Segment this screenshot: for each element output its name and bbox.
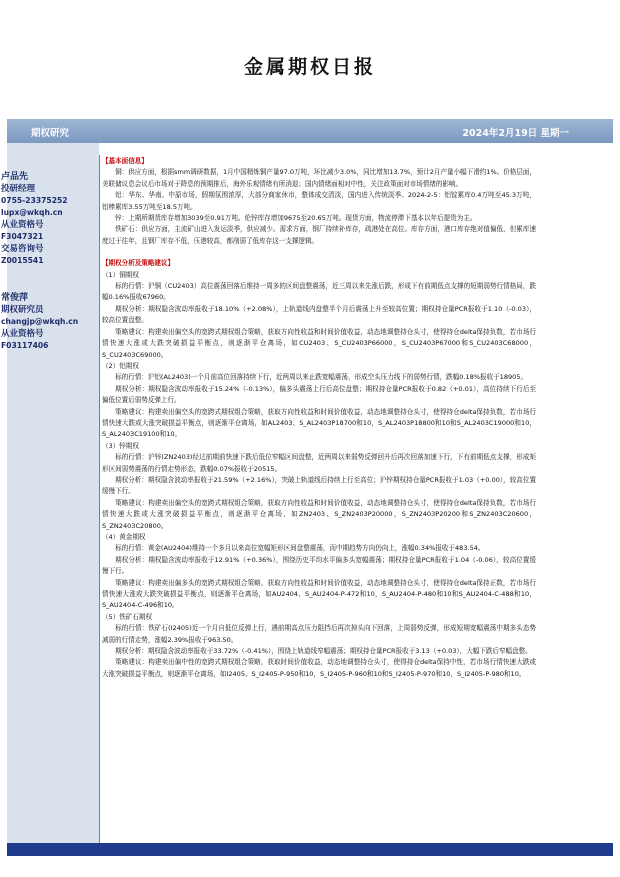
report-body bbox=[102, 156, 536, 680]
strategy-paragraph: 期权分析：期权隐含波动率报收于33.72%（-0.41%），围绕上轨道线窄幅震荡；期权持仓量PCR报收于3.13（+0.03），大幅下跌后窄幅盘整。 bbox=[115, 647, 532, 656]
header-banner bbox=[7, 119, 613, 143]
strategy-paragraph: 期权分析：期权隐含波动率报收于12.91%（+0.36%），围绕历史平均水平偏多头宽幅震荡；期权持仓量PCR报收于1.04（-0.06），较高位置缓慢下行。 bbox=[102, 555, 536, 576]
consultation-label: 交易咨询号 bbox=[1, 244, 44, 254]
strategy-paragraph: 策略建议：构建卖出偏多头的宽跨式期权组合策略，获取方向性收益和时间价值收益，动态地调整持仓头寸，使得持仓delta保持正数，若市场行情快速大涨或大跌突破损益平衡点，则逐渐平仓离场，如AU2404、S_AU2404-P-472和10，S_AU2404-P-480和10和S_AU2404-C-488和10，S_AU2404-C-496和10。 bbox=[102, 578, 536, 610]
strategy-paragraph: 策略建议：构建卖出偏中性的宽跨式期权组合策略，获取时间价值收益，动态地调整持仓头寸，使得持仓delta保持中性，若市场行情快速大跌或大涨突破损益平衡点，则逐渐平仓离场，如I2405、S_I2405-P-950和10，S_I2405-P-960和10和S_I2405-P-970和10，S_I2405-P-980和10。 bbox=[102, 658, 536, 678]
analyst-card bbox=[1, 171, 68, 267]
qualification-number: F03117406 bbox=[1, 341, 49, 350]
analyst-role: 期权研究员 bbox=[1, 305, 44, 315]
basics-heading: 【基本面信息】 bbox=[102, 157, 148, 165]
gold-options-label: （4）黄金期权 bbox=[102, 533, 146, 541]
report-date: 2024年2月19日 星期一 bbox=[462, 128, 569, 139]
strategy-paragraph: 期权分析：期权隐含波动率报收于15.24%（-0.13%），偏多头震荡上行后高位盘整；期权持仓量PCR报收于0.82（+0.01），高位持续下行后至偏低位置后弱势反弹上行。 bbox=[102, 384, 536, 405]
section-label: 期权研究 bbox=[31, 128, 70, 139]
iron-ore-options-label: （5）铁矿石期权 bbox=[102, 612, 152, 621]
zinc-options-label: （3）锌期权 bbox=[102, 441, 139, 450]
analyst-name: 卢品先 bbox=[1, 172, 29, 182]
qualification-label: 从业资格号 bbox=[1, 220, 44, 230]
strategy-paragraph: 策略建议：构建卖出偏空头的宽跨式期权组合策略，获取方向性收益和时间价值收益，动态地调整持仓头寸，使得持仓delta保持负数，若市场行情快速大跌或大涨突破损益平衡点，则逐渐平仓离场，如AL2403、S_AL2403P18700和10，S_AL2403P18800和10和S_AL2403C19000和10，S_AL2403C19100和10。 bbox=[102, 407, 536, 439]
strategy-paragraph: 标的行情：黄金(AU2404)维持一个多月以来高位宽幅矩形区间盘整震荡，而中期趋势方向仍向上，涨幅0.34%报收于483.54。 bbox=[115, 544, 485, 553]
basics-paragraph: 铜：供应方面，根据smm调研数据，1月中国精炼铜产量97.0万吨，环比减少3.0%，同比增加13.7%，预计2月产量小幅下滑约1%。价格层面，美联储议息会议后市场对于降息的预期推后，海外乐观情绪有所消退；国内情绪面相对中性，关注政策面对市场情绪的影响。 bbox=[102, 168, 536, 188]
aluminum-options-label: （2）铝期权 bbox=[102, 361, 139, 370]
qualification-number: F3047321 bbox=[1, 232, 44, 241]
analyst-role: 投研经理 bbox=[1, 184, 36, 194]
analyst-card bbox=[1, 292, 78, 352]
strategy-paragraph: 标的行情：沪铜（CU2403）高位震荡回落后维持一周多的区间盘整震荡，近三周以来先涨后跌，形成下有前期低点支撑的短期弱势行情格局，跌幅0.16%报收67960。 bbox=[102, 282, 536, 302]
analyst-name: 常俊萍 bbox=[1, 293, 29, 303]
strategy-heading: 【期权分析及策略建议】 bbox=[102, 259, 175, 268]
analyst-phone: 0755-23375252 bbox=[1, 196, 68, 205]
strategy-paragraph: 策略建议：构建卖出偏空头的宽跨式期权组合策略，获取方向性收益和时间价值收益，动态地调整持仓头寸，使得持仓delta保持负数，若市场行情快速大涨或大跌突破损益平衡点，则逐渐平仓离场，如CU2403、S_CU2403P66000，S_CU2403P67000和S_CU2403C68000，S_CU2403C69000。 bbox=[102, 327, 536, 359]
strategy-paragraph: 期权分析：期权隐含波动率报收于21.59%（+2.16%），突破上轨道线后持续上行至高位；沪锌期权持仓量PCR报收于1.03（+0.00），较高位置缓慢下行。 bbox=[102, 475, 536, 496]
copper-options-label: （1）铜期权 bbox=[102, 270, 139, 279]
strategy-paragraph: 期权分析：期权隐含波动率报收于18.10%（+2.08%），上轨道线内盘整半个月后震荡上升至较高位置；期权持仓量PCR报收于1.10（-0.03），较高位置盘整。 bbox=[102, 304, 536, 325]
qualification-label: 从业资格号 bbox=[1, 329, 44, 339]
basics-paragraph: 铝：华东、华南、中原市场，假期氛围浓厚，大部分商家休市，整体成交清淡，国内进入传统淡季。2024-2-5：铝锭累库0.4万吨至45.3万吨，铝棒累库3.55万吨至18.5万吨。 bbox=[102, 191, 536, 211]
analyst-email: lupx@wkqh.cn bbox=[1, 208, 63, 217]
strategy-paragraph: 策略建议：构建卖出偏空头的宽跨式期权组合策略，获取方向性收益和时间价值收益，动态地调整持仓头寸，使得持仓delta保持负数，若市场行情快速大跌或大涨突破损益平衡点，则逐渐平仓离场，如ZN2403、S_ZN2403P20000，S_ZN2403P20200和S_ZN2403C20600，S_ZN2403C20800。 bbox=[102, 498, 536, 530]
strategy-paragraph: 标的行情：沪锌(ZN2403)经过前期前快速下跌后低位窄幅区间盘整，近两周以来弱势反弹回升后再次回落加速下行，下有前期低点支撑，形成矩形区间弱势震荡的行情走势形态，跌幅0.07%报收于20515。 bbox=[102, 453, 536, 473]
basics-paragraph: 铁矿石：供应方面，主流矿山进入发运淡季，供应减少。需求方面，钢厂持续补库存，疏港处在高位。库存方面，港口库存绝对值偏低，但累库速度过于往年，且钢厂库存不低，压港较高，都削弱了低库存这一支撑逻辑。 bbox=[102, 225, 536, 245]
analyst-email: changjp@wkqh.cn bbox=[1, 317, 79, 326]
consultation-number: Z0015541 bbox=[1, 256, 44, 265]
strategy-paragraph: 标的行情：铁矿石(I2405)近一个月自低位反弹上行，遇前期高点压力阻挡后再次掉头向下回落，上周弱势反弹，形成短期宽幅震荡中期多头态势减弱的行情走势，涨幅2.39%报收于963.50。 bbox=[102, 624, 536, 644]
page-title: 金属期权日报 bbox=[243, 56, 376, 78]
basics-paragraph: 锌：上期所期货库存增加3039至0.91万吨。伦锌库存增加9675至20.65万吨。现货方面，物流停滞下基本以年后提货为主。 bbox=[115, 214, 477, 223]
footer-bar bbox=[7, 843, 613, 856]
strategy-paragraph: 标的行情：沪铝(AL2403)一个月前高位回落持续下行，近两周以来止跌宽幅震荡，形成空头压力线下的弱势行情，跌幅0.18%报收于18905。 bbox=[115, 373, 528, 382]
